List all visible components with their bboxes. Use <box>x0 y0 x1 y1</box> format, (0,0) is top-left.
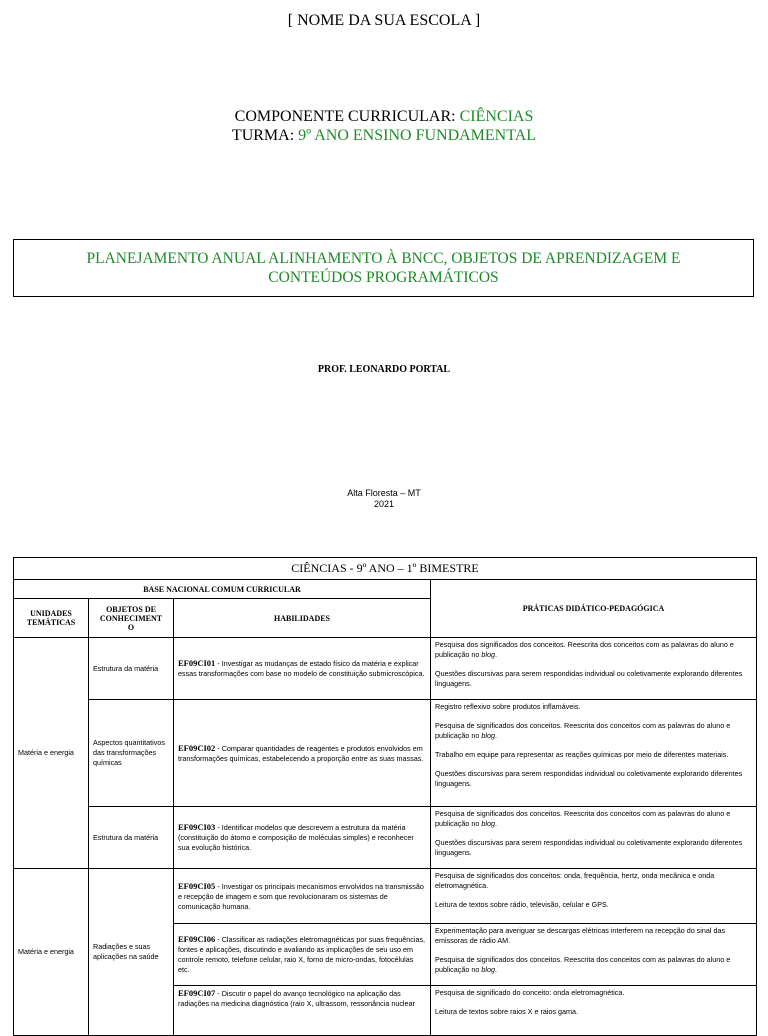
habilidade-text: - Investigar as mudanças de estado físico da matéria e explicar essas transformações com base no modelo de constituição submicroscópica. <box>178 659 425 678</box>
habilidade-cell <box>174 700 431 807</box>
turma-value: 9º ANO ENSINO FUNDAMENTAL <box>298 127 537 144</box>
praticas-cell <box>431 807 757 869</box>
turma-line <box>0 126 768 145</box>
col-unidades: UNIDADES TEMÁTICAS <box>14 599 89 638</box>
component-line <box>0 107 768 126</box>
praticas-cell <box>431 638 757 700</box>
habilidade-code: EF09CI06 <box>178 934 216 944</box>
year: 2021 <box>373 499 395 509</box>
praticas-cell <box>431 869 757 924</box>
unidade-cell: Matéria e energia <box>14 638 89 869</box>
praticas-item: Pesquisa de significados dos conceitos. Reescrita dos conceitos com as palavras do aluno e publicação no blog. <box>435 809 731 828</box>
praticas-item: Experimentação para averiguar se descargas elétricas interferem na recepção do sinal das emissoras de rádio AM. <box>435 926 726 945</box>
praticas-item: Pesquisa dos significados dos conceitos. Reescrita dos conceitos com as palavras do aluno e publicação no blog. <box>435 640 734 659</box>
place-year <box>0 488 768 510</box>
habilidade-cell <box>174 807 431 869</box>
praticas-item: Pesquisa de significado do conceito: onda eletromagnética. <box>435 988 625 997</box>
praticas-cell <box>431 924 757 986</box>
component-value: CIÊNCIAS <box>459 108 534 125</box>
praticas-item: Leitura de textos sobre raios X e raios gama. <box>435 1007 579 1016</box>
objeto-cell: Radiações e suas aplicações na saúde <box>89 869 174 1036</box>
praticas-item: Pesquisa de significados dos conceitos. Reescrita dos conceitos com as palavras do aluno e publicação no blog. <box>435 955 731 974</box>
curriculum-table <box>13 557 756 1036</box>
habilidade-text: - Identificar modelos que descrevem a estrutura da matéria (constituição do átomo e composição de moléculas simples) e reconhecer sua evolução histórica. <box>178 823 414 852</box>
praticas-item: Leitura de textos sobre rádio, televisão, celular e GPS. <box>435 900 609 909</box>
habilidade-code: EF09CI03 <box>178 822 216 832</box>
table-title: CIÊNCIAS - 9º ANO – 1º BIMESTRE <box>14 558 757 580</box>
habilidade-cell <box>174 869 431 924</box>
col-objetos-line2: O <box>127 622 135 632</box>
objeto-cell: Estrutura da matéria <box>89 807 174 869</box>
praticas-item: Questões discursivas para serem respondidas individual ou coletivamente explorando diferentes linguagens. <box>435 769 743 788</box>
praticas-item: Pesquisa de significados dos conceitos. Reescrita dos conceitos com as palavras do aluno e publicação no blog. <box>435 721 731 740</box>
habilidade-text: - Comparar quantidades de reagentes e produtos envolvidos em transformações químicas, estabelecendo a proporção entre as suas massas. <box>178 743 424 763</box>
habilidade-cell <box>174 986 431 1036</box>
table-row <box>14 807 757 869</box>
component-label: COMPONENTE CURRICULAR: <box>234 108 456 125</box>
place: Alta Floresta – MT <box>347 488 421 498</box>
habilidade-cell <box>174 924 431 986</box>
praticas-header: PRÁTICAS DIDÁTICO-PEDAGÓGICA <box>431 580 757 638</box>
objeto-cell: Estrutura da matéria <box>89 638 174 700</box>
col-objetos-line1: OBJETOS DE CONHECIMENT <box>99 604 163 623</box>
habilidade-code: EF09CI05 <box>178 880 216 891</box>
praticas-item: Pesquisa de significados dos conceitos: onda, frequência, hertz, onda mecânica e onda eletromagnética. <box>435 871 715 890</box>
habilidade-text: - Investigar os principais mecanismos envolvidos na transmissão e recepção de imagem e som que revolucionaram os sistemas de comunicação humana. <box>178 881 424 911</box>
component-block <box>0 107 768 145</box>
habilidade-code: EF09CI07 <box>178 988 216 998</box>
habilidade-text: - Discutir o papel do avanço tecnológico na aplicação das radiações na medicina diagnóstica (raio X, ultrassom, ressonância nuclear <box>178 989 415 1008</box>
unidade-cell: Matéria e energia <box>14 869 89 1036</box>
praticas-item: Trabalho em equipe para representar as reações químicas por meio de diferentes materiais. <box>435 750 729 759</box>
table-row <box>14 869 757 924</box>
professor-name: PROF. LEONARDO PORTAL <box>317 364 451 375</box>
table-row <box>14 700 757 807</box>
table-row <box>14 638 757 700</box>
base-header: BASE NACIONAL COMUM CURRICULAR <box>14 580 431 599</box>
objeto-cell: Aspectos quantitativos das transformações químicas <box>89 700 174 807</box>
praticas-cell <box>431 700 757 807</box>
school-name: [ NOME DA SUA ESCOLA ] <box>287 12 481 29</box>
plan-title-line1: PLANEJAMENTO ANUAL ALINHAMENTO À BNCC, OBJETOS DE APRENDIZAGEM E <box>86 250 681 267</box>
praticas-item: Registro reflexivo sobre produtos inflamáveis. <box>435 702 581 711</box>
habilidade-text: - Classificar as radiações eletromagnéticas por suas frequências, fontes e aplicações, discutindo e avaliando as implicações de seu uso em controle remoto, telefone celular, raio X, forno de micro-ondas, fotocélulas etc. <box>178 935 426 974</box>
col-objetos <box>89 599 174 638</box>
habilidade-code: EF09CI01 <box>178 658 216 668</box>
habilidade-code: EF09CI02 <box>178 742 216 753</box>
plan-title-box <box>13 239 754 297</box>
praticas-cell <box>431 986 757 1036</box>
col-habilidades: HABILIDADES <box>174 599 431 638</box>
praticas-item: Questões discursivas para serem respondidas individual ou coletivamente explorando diferentes linguagens. <box>435 669 743 688</box>
habilidade-cell <box>174 638 431 700</box>
plan-title-line2: CONTEÚDOS PROGRAMÁTICOS <box>268 269 499 286</box>
praticas-item: Questões discursivas para serem respondidas individual ou coletivamente explorando diferentes linguagens. <box>435 838 743 857</box>
turma-label: TURMA: <box>231 127 295 144</box>
